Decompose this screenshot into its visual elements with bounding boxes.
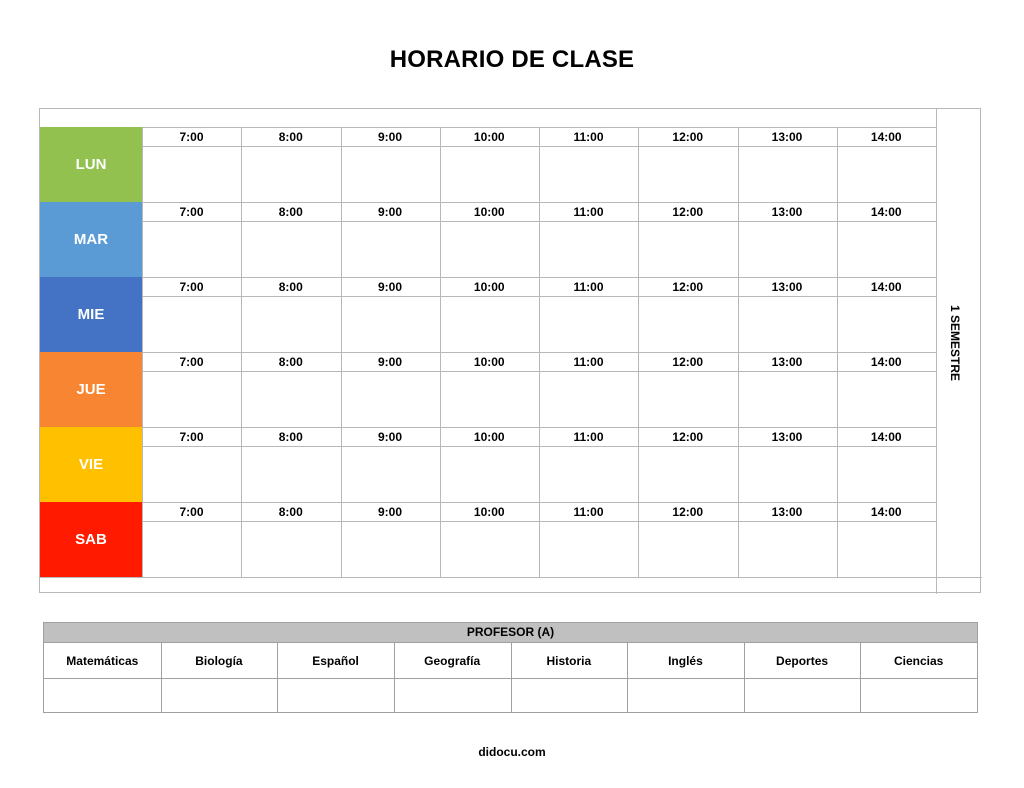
- time-label: 11:00: [573, 205, 604, 219]
- page-title: HORARIO DE CLASE: [389, 46, 635, 73]
- grid-hline: [44, 678, 977, 679]
- grid-vline: [936, 109, 937, 594]
- time-label: 12:00: [672, 430, 704, 444]
- grid-hline: [44, 642, 977, 643]
- time-label: 12:00: [672, 205, 704, 219]
- time-label: 9:00: [377, 280, 403, 294]
- time-label: 14:00: [870, 355, 902, 369]
- time-label: 9:00: [377, 205, 403, 219]
- day-label: SAB: [75, 531, 107, 548]
- time-label: 10:00: [473, 355, 505, 369]
- time-label: 13:00: [771, 355, 803, 369]
- time-label: 7:00: [179, 355, 204, 369]
- grid-vline: [440, 127, 441, 577]
- subject-header: Geografía: [424, 654, 481, 668]
- time-label: 14:00: [870, 430, 902, 444]
- time-label: 14:00: [870, 505, 902, 519]
- time-label: 10:00: [473, 505, 505, 519]
- time-label: 7:00: [179, 505, 204, 519]
- time-label: 14:00: [870, 130, 902, 144]
- time-label: 11:00: [573, 505, 604, 519]
- time-label: 13:00: [771, 130, 803, 144]
- time-label: 9:00: [377, 355, 403, 369]
- time-label: 9:00: [377, 430, 403, 444]
- time-label: 9:00: [377, 505, 403, 519]
- time-label: 13:00: [771, 280, 803, 294]
- time-label: 13:00: [771, 505, 803, 519]
- time-label: 10:00: [473, 430, 505, 444]
- time-label: 7:00: [179, 430, 204, 444]
- day-label: JUE: [76, 381, 106, 398]
- subject-header: Ciencias: [894, 654, 944, 668]
- subject-header: Español: [312, 654, 359, 668]
- day-label: MAR: [73, 231, 109, 248]
- grid-vline: [142, 127, 143, 577]
- time-label: 12:00: [672, 280, 704, 294]
- subject-header: Biología: [195, 654, 243, 668]
- time-label: 12:00: [672, 505, 704, 519]
- time-label: 11:00: [573, 280, 604, 294]
- day-label: LUN: [75, 156, 107, 173]
- grid-vline: [837, 127, 838, 577]
- subject-header: Historia: [546, 654, 592, 668]
- time-label: 8:00: [278, 430, 303, 444]
- footer-site: didocu.com: [478, 745, 546, 759]
- time-label: 14:00: [870, 280, 902, 294]
- time-label: 13:00: [771, 205, 803, 219]
- grid-vline: [638, 127, 639, 577]
- day-label: MIE: [77, 306, 105, 323]
- subject-header: Inglés: [668, 654, 703, 668]
- schedule-table: [39, 108, 981, 593]
- time-label: 11:00: [573, 430, 604, 444]
- profesor-table: [43, 622, 978, 713]
- grid-vline: [341, 127, 342, 577]
- grid-hline: [40, 577, 982, 578]
- time-label: 10:00: [473, 205, 505, 219]
- subject-header: Matemáticas: [66, 654, 139, 668]
- time-label: 8:00: [278, 205, 303, 219]
- time-label: 7:00: [179, 130, 204, 144]
- time-label: 8:00: [278, 355, 303, 369]
- grid-vline: [241, 127, 242, 577]
- time-label: 12:00: [672, 130, 704, 144]
- time-label: 11:00: [573, 355, 604, 369]
- time-label: 8:00: [278, 280, 303, 294]
- time-label: 10:00: [473, 280, 505, 294]
- day-label: VIE: [78, 456, 104, 473]
- time-label: 7:00: [179, 280, 204, 294]
- time-label: 8:00: [278, 130, 303, 144]
- subject-header: Deportes: [776, 654, 829, 668]
- time-label: 10:00: [473, 130, 505, 144]
- time-label: 14:00: [870, 205, 902, 219]
- grid-vline: [738, 127, 739, 577]
- time-label: 8:00: [278, 505, 303, 519]
- time-label: 12:00: [672, 355, 704, 369]
- profesor-header: PROFESOR (A): [44, 623, 977, 642]
- time-label: 13:00: [771, 430, 803, 444]
- grid-vline: [539, 127, 540, 577]
- time-label: 7:00: [179, 205, 204, 219]
- semester-label: 1 SEMESTRE: [948, 305, 962, 382]
- time-label: 11:00: [573, 130, 604, 144]
- time-label: 9:00: [377, 130, 403, 144]
